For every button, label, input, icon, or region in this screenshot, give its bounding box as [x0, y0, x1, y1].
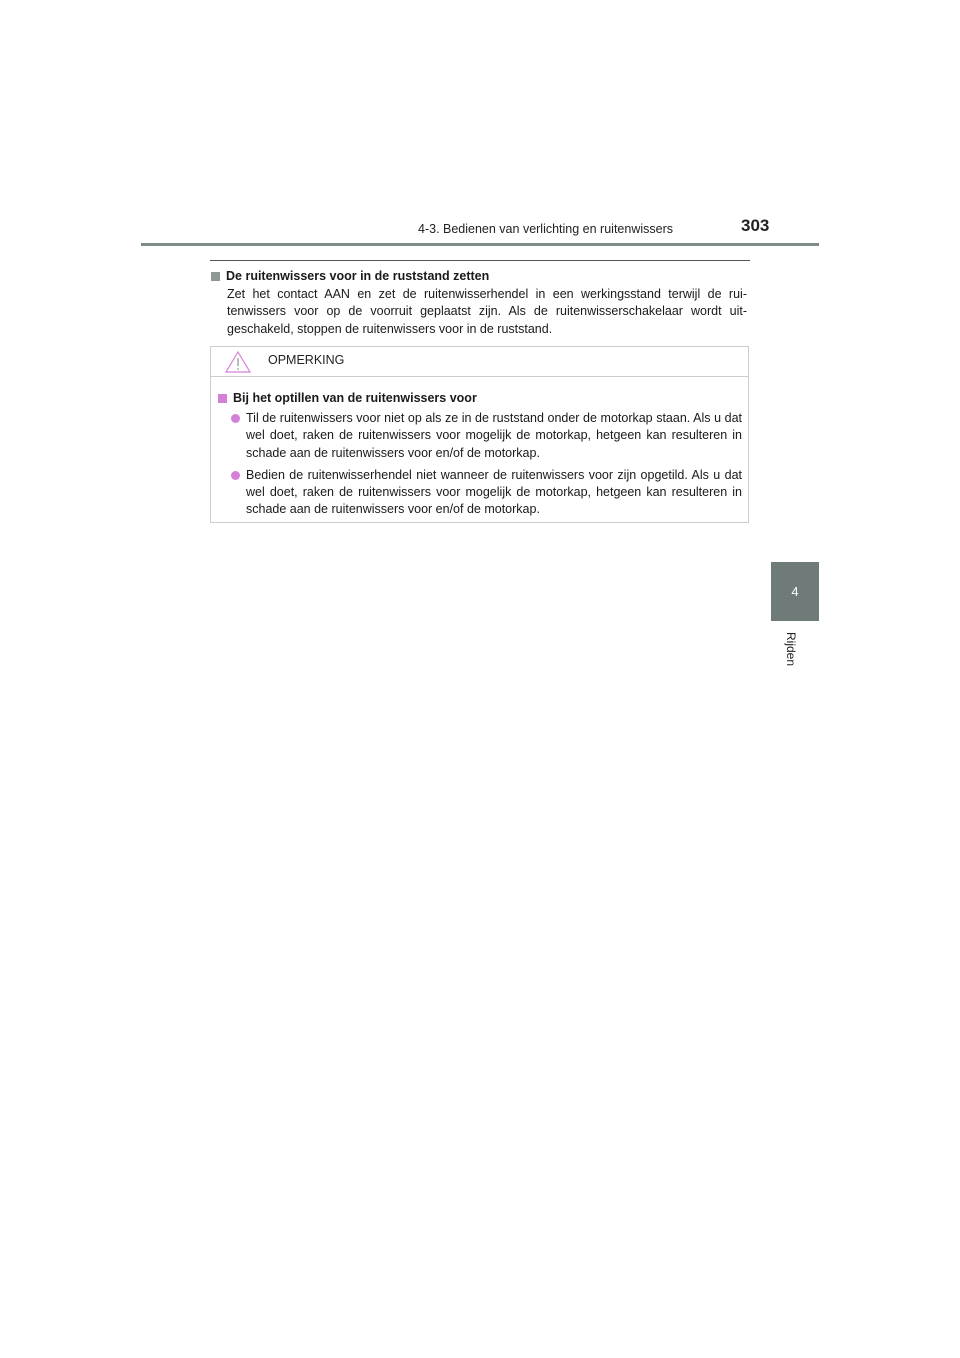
- notice-title: OPMERKING: [268, 353, 345, 367]
- section-heading-text: De ruitenwissers voor in de ruststand zetten: [226, 269, 490, 283]
- notice-bullet-text: Bedien de ruitenwisserhendel niet wanneer de ruitenwissers voor zijn opgetild. Als u dat wel doet, raken de ruitenwissers voor mogelijk de motorkap, hetgeen kan resulteren in schade aan de ruitenwissers voor en/of de motorkap.: [246, 467, 742, 517]
- chapter-number: 4: [791, 584, 799, 599]
- section-wiper-rest: [210, 268, 750, 338]
- notice-bullet: [217, 467, 742, 519]
- warning-triangle-icon: [225, 350, 251, 374]
- notice-bullet-text: Til de ruitenwissers voor niet op als ze in de ruststand onder de motorkap staan. Als u dat wel doet, raken de ruitenwissers voor mogelijk de motorkap, hetgeen kan resulteren in schade aan de ruitenwissers voor en/of de motorkap.: [246, 411, 742, 460]
- chapter-label-container: [784, 632, 804, 672]
- header-section-title: 4-3. Bedienen van verlichting en ruitenwissers: [418, 222, 673, 236]
- chapter-tab[interactable]: [771, 562, 819, 621]
- square-bullet-icon: [211, 272, 220, 281]
- section-rule: [210, 260, 750, 261]
- section-body: Zet het contact AAN en zet de ruitenwisserhendel in een werkingsstand terwijl de ruitenwissers voor op de voorruit geplaatst zijn. Als de ruitenwisserschakelaar wordt uitgeschakeld, stoppen de ruitenwissers voor in de ruststand.: [227, 287, 747, 336]
- notice-box: [210, 346, 749, 523]
- round-bullet-icon: [231, 414, 240, 423]
- section-heading: [210, 268, 750, 285]
- round-bullet-icon: [231, 471, 240, 480]
- notice-body: [211, 377, 748, 519]
- page-number: 303: [741, 216, 770, 235]
- square-bullet-icon: [218, 394, 227, 403]
- notice-header: [211, 347, 748, 377]
- chapter-label: Rijden: [784, 632, 798, 667]
- notice-bullet: [217, 410, 742, 462]
- notice-heading: [217, 390, 742, 407]
- notice-heading-text: Bij het optillen van de ruitenwissers voor: [233, 391, 477, 405]
- header-rule: [141, 243, 819, 246]
